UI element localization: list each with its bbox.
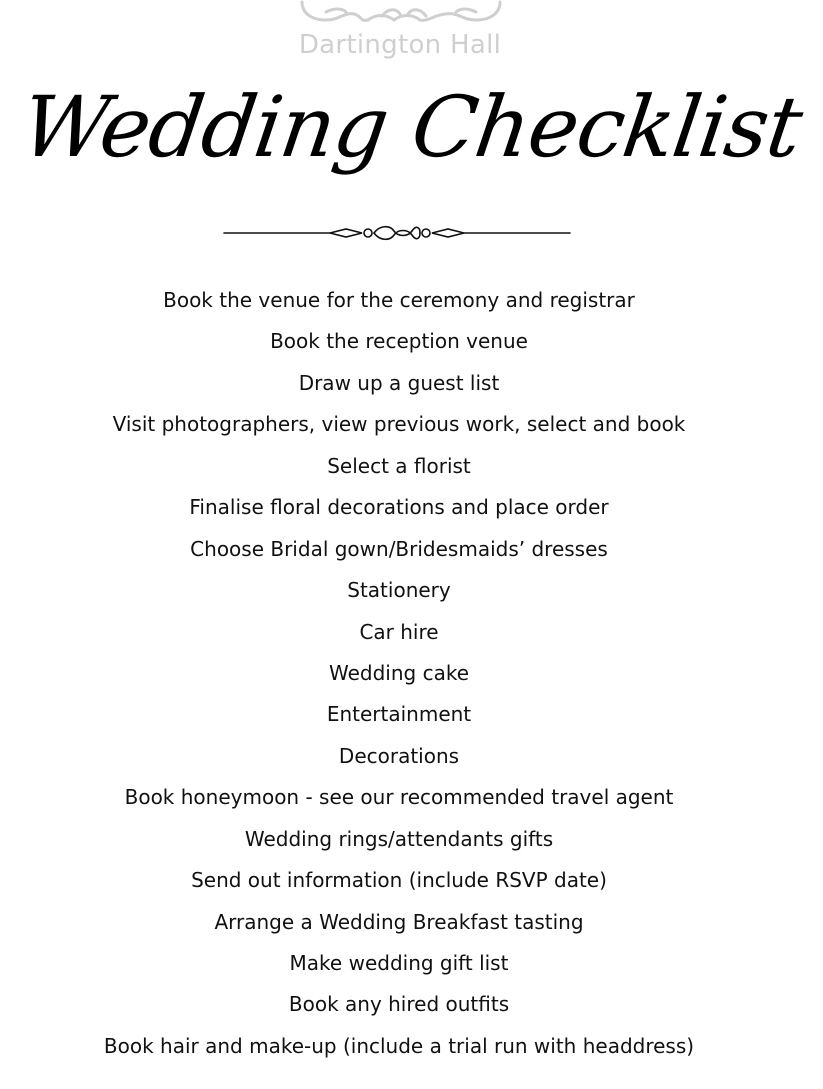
checklist-item: Visit photographers, view previous work, select and book — [112, 412, 686, 437]
checklist-item: Draw up a guest list — [298, 370, 500, 395]
checklist-item: Choose Bridal gown/Bridesmaids’ dresses — [190, 536, 608, 561]
checklist-item: Select a florist — [327, 453, 471, 478]
checklist-item: Book the venue for the ceremony and registrar — [163, 288, 635, 312]
checklist-item: Book hair and make-up (include a trial run with headdress) — [103, 1033, 695, 1058]
checklist-item: Send out information (include RSVP date) — [191, 868, 607, 893]
checklist-item: Decorations — [338, 743, 460, 768]
ornamental-flourish-icon — [222, 222, 572, 244]
checklist-item: Book honeymoon - see our recommended travel agent — [124, 785, 674, 810]
checklist-item: Book any hired outfits — [288, 992, 510, 1017]
checklist-item: Finalise floral decorations and place order — [189, 495, 609, 520]
brand-name: Dartington Hall — [298, 30, 502, 60]
checklist — [0, 280, 798, 1067]
checklist-item: Stationery — [347, 578, 451, 603]
checklist-item: Arrange a Wedding Breakfast tasting — [214, 909, 584, 934]
checklist-item: Wedding cake — [328, 660, 469, 685]
checklist-item: Book the reception venue — [270, 329, 528, 354]
checklist-item: Entertainment — [326, 702, 472, 727]
page-title: Wedding Checklist — [15, 78, 808, 176]
crest-icon — [296, 0, 506, 28]
checklist-item: Car hire — [359, 619, 439, 644]
brand-logo — [0, 0, 823, 72]
checklist-item: Make wedding gift list — [289, 951, 509, 975]
checklist-item: Wedding rings/attendants gifts — [244, 826, 554, 851]
